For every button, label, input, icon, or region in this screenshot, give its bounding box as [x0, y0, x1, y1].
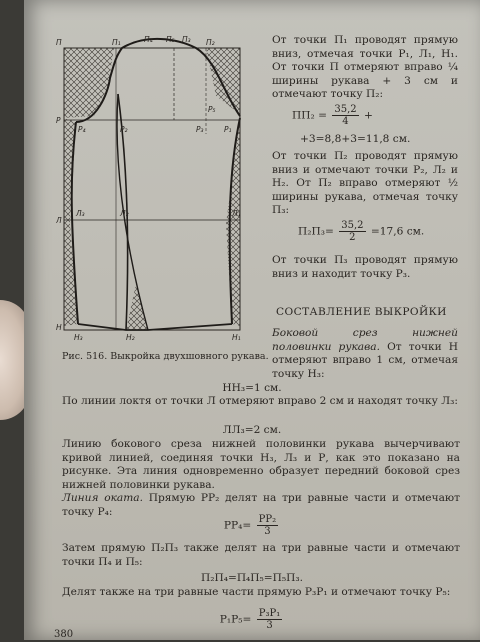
- formula-pp2-plus: +: [363, 109, 373, 122]
- label-P1: П₁: [112, 38, 121, 47]
- label-P5: П₅: [166, 35, 175, 44]
- label-R5: Р₅: [208, 105, 216, 114]
- para-8: Затем прямую П₂П₃ также делят на три равные части и отмечают точки П₄ и П₅:: [62, 542, 460, 568]
- label-P4: П₄: [144, 35, 153, 44]
- para-9: Делят также на три равные части прямую Р₃Р₁ и отмечают точку Р₅:: [62, 586, 451, 598]
- formula-p1p5-lhs: Р₁Р₅=: [219, 613, 252, 626]
- label-L1: Л₁: [232, 209, 241, 218]
- page-number: 380: [54, 629, 74, 640]
- para-3: От точки П₃ проводят прямую вниз и находит точку Р₃.: [272, 254, 458, 280]
- section-heading: СОСТАВЛЕНИЕ ВЫКРОЙКИ: [276, 306, 447, 318]
- bottom-edge: [78, 324, 232, 330]
- formula-pp2-num: 35,2: [334, 104, 357, 115]
- formula-p1p5-num: Р₃Р₁: [258, 608, 281, 619]
- label-P: П: [56, 38, 62, 47]
- para-4: [272, 327, 458, 381]
- label-H3: Н₃: [74, 333, 83, 342]
- para-4-rest: От точки Н отмеряют вправо 1 см, отмечая точку Н₃:: [272, 340, 458, 380]
- label-L2: Л₂: [120, 209, 129, 218]
- formula-pp4-fraction: [257, 514, 278, 537]
- label-R1: Р₁: [224, 125, 232, 134]
- formula-p1p5-fraction: [257, 608, 282, 631]
- sleeve-pattern-figure: [56, 34, 286, 344]
- para-1: От точки П₁ проводят прямую вниз, отмечая точки Р₁, Л₁, Н₁. От точки П отмеряют вправо ¼ ширины рукава + 3 см и отмечают точку П₂:: [272, 34, 458, 101]
- formula-pp2-fraction: [332, 104, 358, 127]
- label-R2: Р₂: [120, 125, 128, 134]
- formula-p2p3-den: 2: [349, 232, 356, 243]
- formula-pp4: [24, 514, 480, 537]
- formula-p2p3-lhs: П₂П₃=: [298, 225, 334, 238]
- para-7-italic: Линия оката.: [62, 492, 143, 504]
- formula-p2p3-fraction: [339, 220, 365, 243]
- label-R: Р: [56, 116, 61, 125]
- formula-pp2-den: 4: [342, 116, 349, 127]
- label-P2: П₂: [206, 38, 215, 47]
- label-H: Н: [56, 323, 62, 332]
- label-H2: Н₂: [126, 333, 135, 342]
- figure-caption: Рис. 516. Выкройка двухшовного рукава.: [62, 351, 269, 362]
- formula-p2p4: П₂П₄=П₄П₅=П₅П₃.: [200, 572, 304, 584]
- label-H1: Н₁: [232, 333, 241, 342]
- formula-hh3: НН₃=1 см.: [222, 382, 282, 394]
- label-R4: Р₄: [78, 125, 86, 134]
- formula-pp2-lhs: ПП₂ =: [292, 109, 327, 122]
- formula-p2p3: [298, 220, 424, 243]
- formula-pp4-num: РР₂: [258, 514, 277, 525]
- book-page: [24, 0, 480, 640]
- para-6: Линию бокового среза нижней половинки рукава вычерчивают кривой линией, соединяя точки Н₃, Л₃ и Р, как это показано на рисунке. Эта линия одновременно образует передний боковой срез нижней половинки рукава.: [62, 438, 460, 491]
- formula-pp2: [292, 104, 373, 127]
- formula-pp4-den: 3: [264, 526, 271, 537]
- hatch-middle-bottom: [126, 284, 148, 330]
- hatch-right-side: [226, 118, 240, 326]
- formula-ll3: ЛЛ₃=2 см.: [222, 424, 282, 436]
- formula-p1p5-den: 3: [266, 620, 273, 631]
- label-R3: Р₃: [196, 125, 204, 134]
- label-L3: Л₃: [76, 209, 85, 218]
- formula-pp2-line2: +3=8,8+3=11,8 см.: [300, 133, 411, 145]
- para-4-italic: Боковой срез нижней половинки рукава.: [272, 327, 458, 353]
- label-P3: П₃: [182, 35, 191, 44]
- formula-p2p3-num: 35,2: [341, 220, 364, 231]
- hatch-left-cap: [64, 48, 114, 118]
- para-2: От точки П₂ проводят прямую вниз и отмечают точки Р₂, Л₂ и Н₂. От П₂ вправо отмеряют ½ ширины рукава, отмечая точку П₃:: [272, 150, 458, 217]
- para-5: По линии локтя от точки Л отмеряют вправо 2 см и находят точку Л₃:: [62, 395, 458, 407]
- para-7-rest: Прямую РР₂ делят на три равные части и отмечают точку Р₄:: [62, 492, 460, 518]
- formula-p1p5: [24, 608, 480, 631]
- formula-pp4-lhs: РР₄=: [223, 519, 252, 532]
- formula-p2p3-rhs: =17,6 см.: [370, 225, 425, 238]
- label-L: Л: [56, 216, 62, 225]
